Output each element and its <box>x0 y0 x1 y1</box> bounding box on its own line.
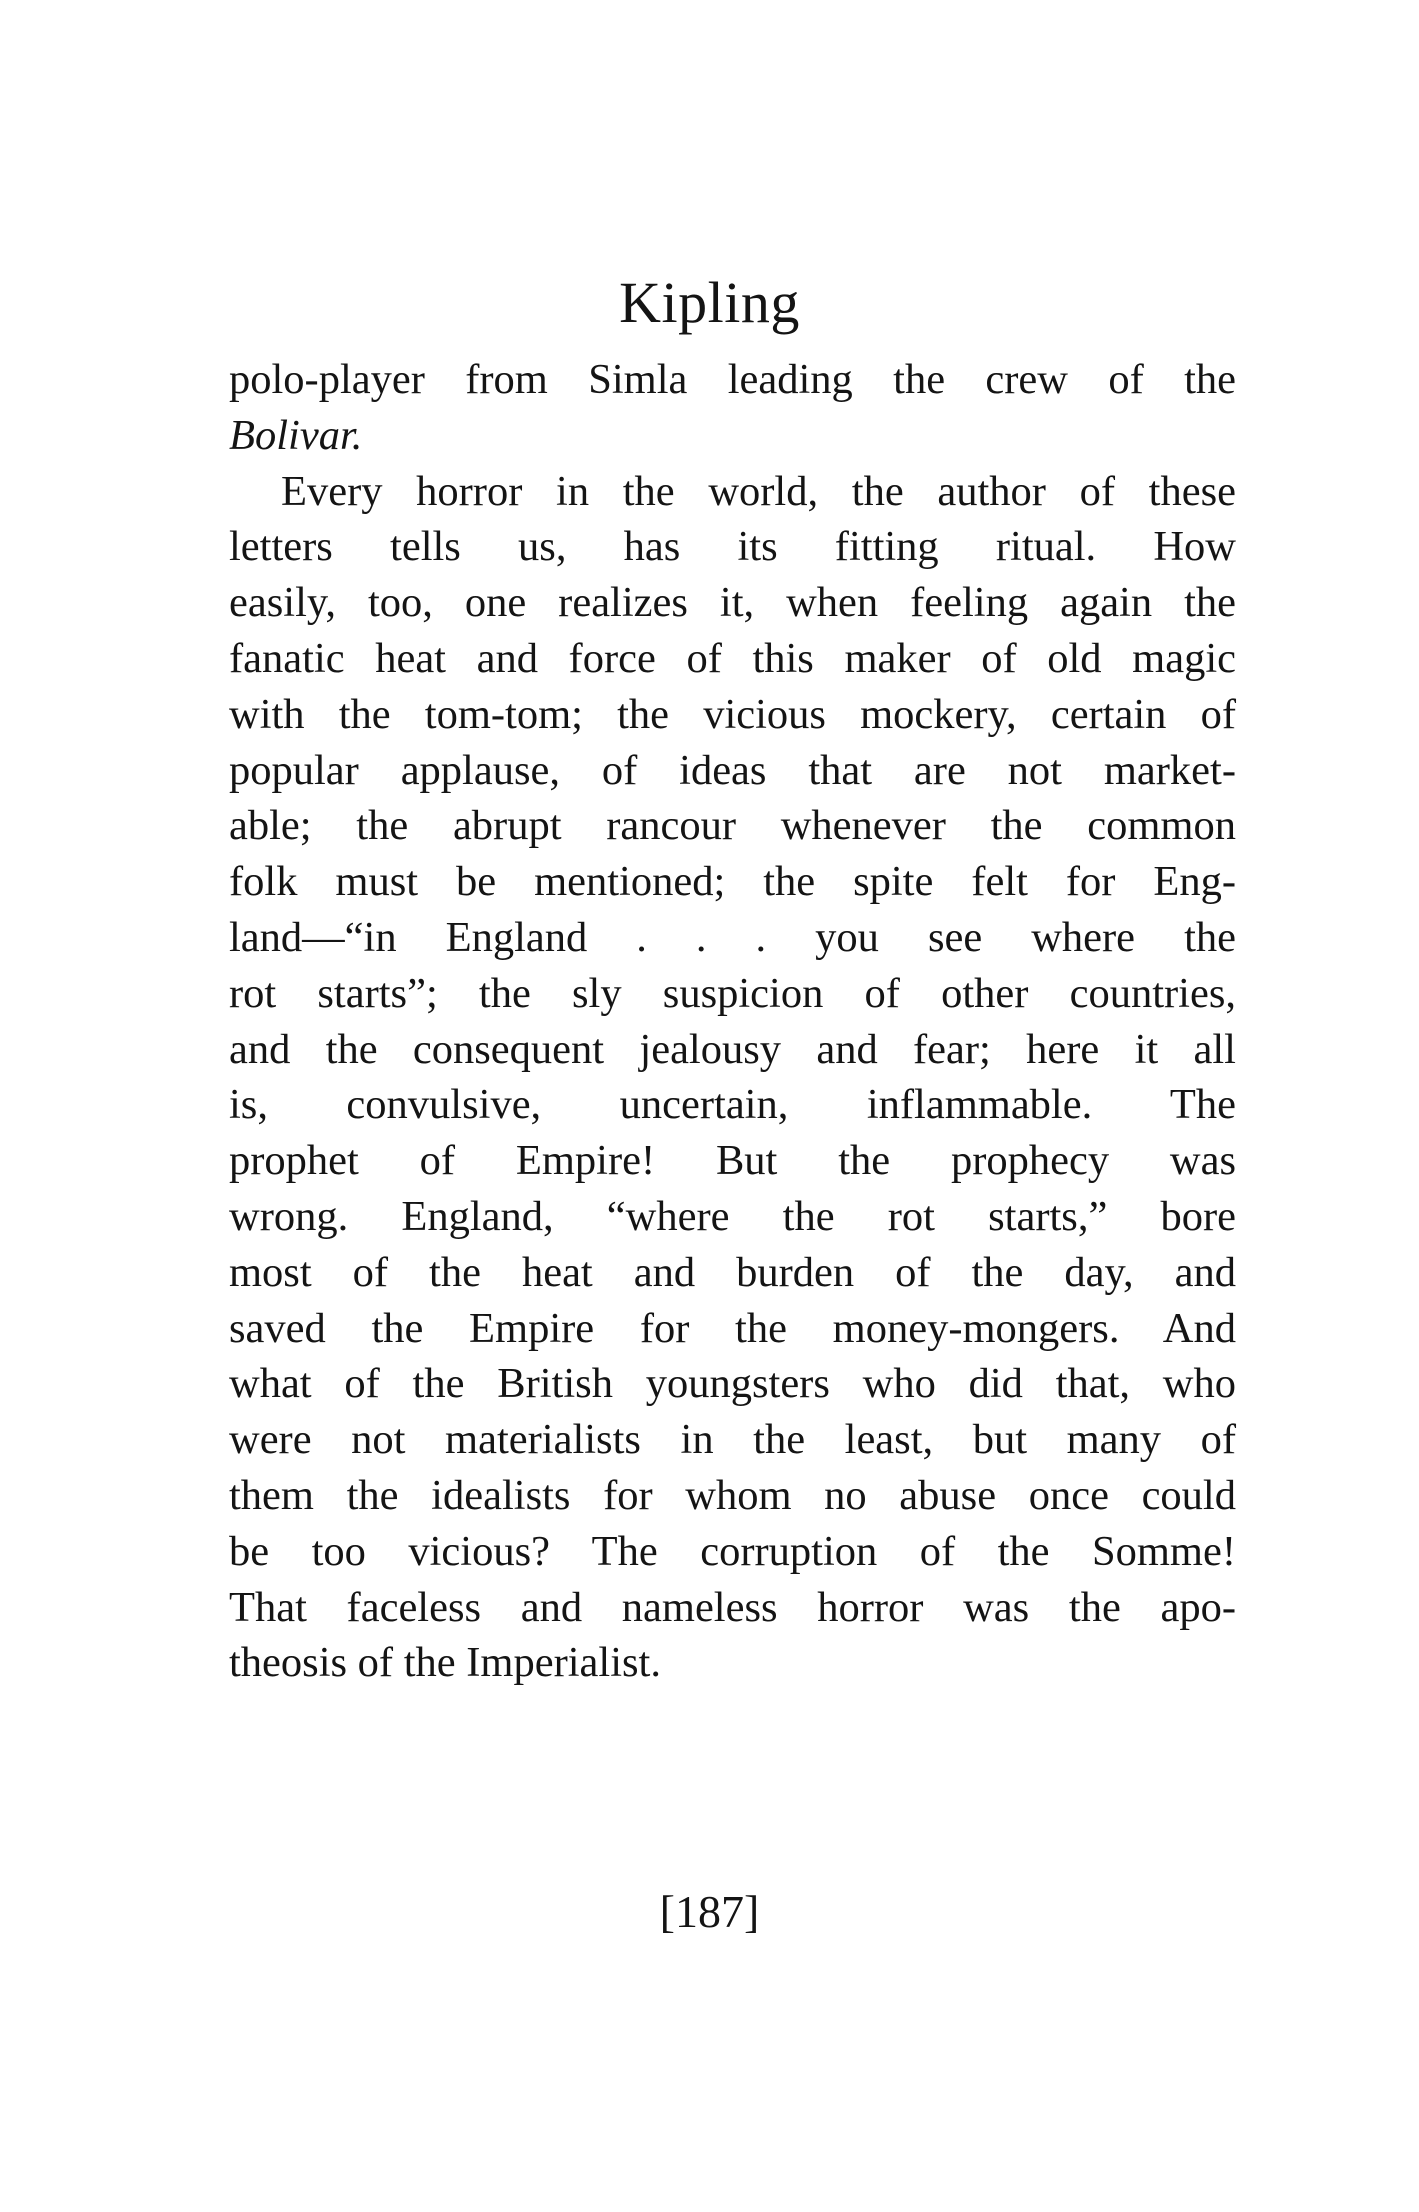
text-line: Bolivar. <box>229 411 363 459</box>
text-line: rot starts”; the sly suspicion of other countries, <box>229 969 1236 1017</box>
text-line: were not materialists in the least, but many of <box>229 1416 1236 1464</box>
text-line: easily, too, one realizes it, when feeling again the <box>229 579 1236 627</box>
text-line: with the tom-tom; the vicious mockery, certain of <box>229 690 1236 738</box>
body-text <box>229 352 1236 1691</box>
page-number: [187] <box>659 1886 760 1937</box>
text-line: Every horror in the world, the author of these <box>281 467 1236 515</box>
text-line: letters tells us, has its fitting ritual. How <box>229 523 1236 571</box>
text-line: is, convulsive, uncertain, inflammable. The <box>229 1081 1236 1129</box>
text-line: wrong. England, “where the rot starts,” bore <box>229 1192 1236 1240</box>
text-line: polo-player from Simla leading the crew of the <box>229 356 1236 403</box>
text-line: what of the British youngsters who did that, who <box>229 1360 1236 1408</box>
text-line: prophet of Empire! But the prophecy was <box>229 1137 1236 1185</box>
text-line: theosis of the Imperialist. <box>229 1639 661 1687</box>
text-line: and the consequent jealousy and fear; here it all <box>229 1025 1236 1073</box>
text-line: saved the Empire for the money-mongers. And <box>229 1304 1236 1352</box>
text-line: popular applause, of ideas that are not market- <box>229 746 1236 794</box>
text-line: be too vicious? The corruption of the Somme! <box>229 1527 1236 1575</box>
running-head: Kipling <box>619 270 800 335</box>
text-line: them the idealists for whom no abuse once could <box>229 1471 1236 1519</box>
text-line: land—“in England . . . you see where the <box>229 913 1236 961</box>
text-line: That faceless and nameless horror was the apo- <box>229 1583 1236 1631</box>
text-line: able; the abrupt rancour whenever the common <box>229 802 1236 850</box>
text-line: fanatic heat and force of this maker of old magic <box>229 634 1236 682</box>
text-line: most of the heat and burden of the day, and <box>229 1248 1236 1296</box>
text-line: folk must be mentioned; the spite felt for Eng- <box>229 858 1236 906</box>
